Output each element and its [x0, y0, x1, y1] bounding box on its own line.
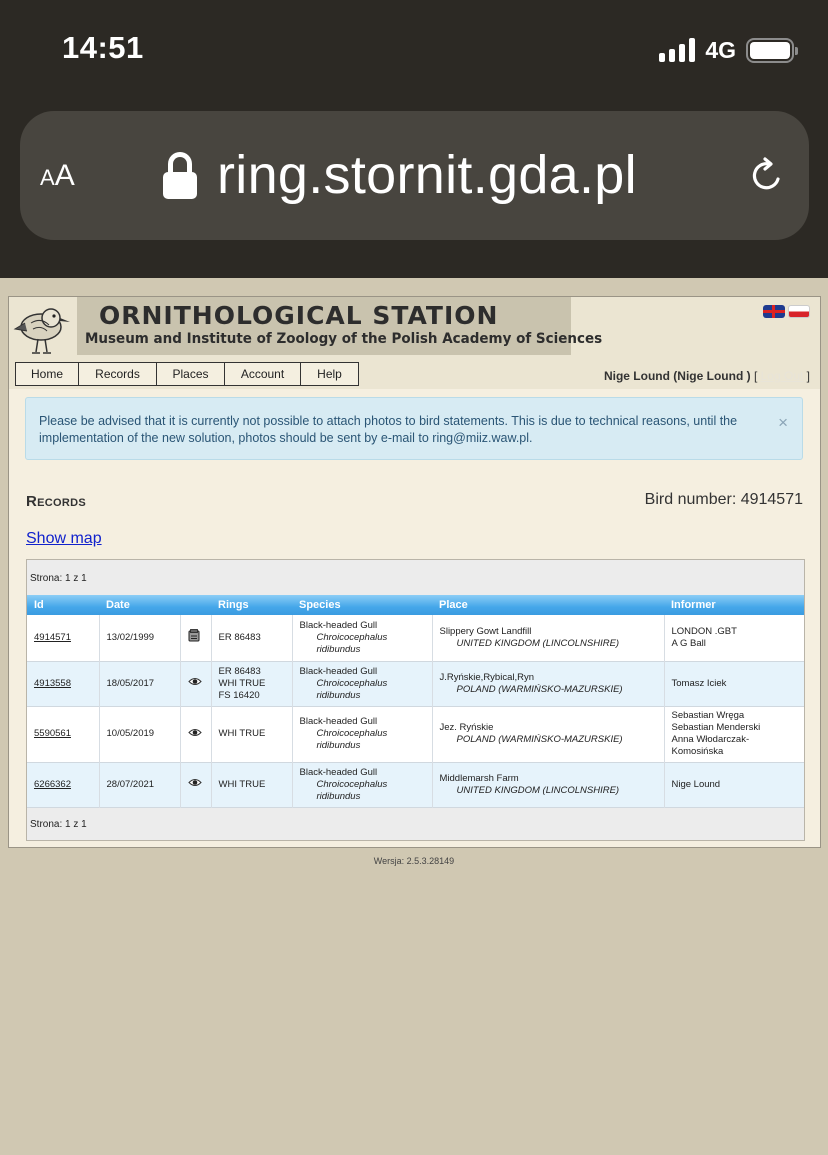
alert-text: Please be advised that it is currently not possible to attach photos to bird statements. This is due to technical reasons, until the implementation of the new solution, photos should be sent by e-mail to ring@miiz.waw.pl.: [39, 414, 738, 445]
uk-flag-icon[interactable]: [763, 305, 785, 318]
column-header-icon: [180, 595, 211, 615]
informer-line: Nige Lound: [671, 778, 721, 790]
record-rings: [211, 762, 292, 807]
record-rings: [211, 661, 292, 706]
user-line: Nige Lound (Nige Lound ) [ Log Out ]: [603, 369, 810, 383]
record-species: [292, 706, 432, 762]
species-name: Black-headed Gull: [299, 716, 378, 727]
logout-link[interactable]: Log Out: [760, 369, 804, 383]
reader-options-button[interactable]: AA: [40, 159, 75, 192]
pager-bottom: Strona: 1 z 1: [30, 819, 87, 830]
close-icon[interactable]: ×: [778, 413, 788, 432]
record-informer: [664, 615, 804, 661]
record-place: [432, 706, 664, 762]
status-time: 14:51: [62, 30, 144, 65]
rings-line: ER 86483: [218, 665, 261, 677]
nav-home[interactable]: Home: [15, 362, 79, 386]
record-id-link[interactable]: 4913558: [34, 677, 71, 689]
latin-line: ridibundus: [316, 740, 361, 751]
latin-line: Chroicocephalus: [316, 677, 388, 689]
informer-line: Anna Włodarczak-: [671, 734, 750, 745]
informer-line: Sebastian Menderski: [671, 722, 761, 733]
place-name: J.Ryńskie,Rybical,Ryn: [439, 671, 534, 683]
ios-top-area: [0, 0, 828, 278]
nav-records[interactable]: Records: [78, 362, 157, 386]
signal-icon: [659, 38, 695, 62]
record-id-link[interactable]: 6266362: [34, 778, 71, 790]
record-rings: [211, 615, 292, 661]
reload-icon[interactable]: [748, 157, 786, 195]
record-place: [432, 615, 664, 661]
nav-account[interactable]: Account: [224, 362, 301, 386]
column-header-id[interactable]: Id: [27, 595, 99, 615]
latin-line: Chroicocephalus: [316, 631, 388, 643]
rings-line: FS 16420: [218, 689, 260, 701]
user-name: Nige Lound (Nige Lound ): [603, 369, 751, 383]
nav-places[interactable]: Places: [156, 362, 225, 386]
record-place: [432, 762, 664, 807]
column-header-species[interactable]: Species: [292, 595, 432, 615]
bird-number: Bird number: 4914571: [644, 491, 803, 508]
record-date: 13/02/1999: [99, 615, 180, 661]
status-indicators: [659, 36, 794, 64]
place-country: UNITED KINGDOM (LINCOLNSHIRE): [456, 637, 620, 649]
network-type: 4G: [705, 36, 736, 63]
place-country: POLAND (WARMIŃSKO-MAZURSKIE): [456, 734, 623, 745]
record-species: [292, 661, 432, 706]
latin-line: ridibundus: [316, 790, 361, 802]
species-name: Black-headed Gull: [299, 665, 378, 677]
informer-line: Sebastian Wręga: [671, 710, 745, 721]
eye-icon[interactable]: [188, 678, 202, 689]
rings-line: ER 86483: [218, 631, 261, 643]
url-text[interactable]: ring.stornit.gda.pl: [217, 145, 637, 205]
show-map-link[interactable]: Show map: [26, 530, 102, 547]
column-header-date[interactable]: Date: [99, 595, 180, 615]
latin-line: Chroicocephalus: [316, 728, 388, 739]
bird-logo-icon: [11, 301, 71, 355]
main-nav: [15, 362, 358, 386]
latin-line: ridibundus: [316, 643, 361, 655]
page-title: Records: [26, 493, 86, 510]
species-name: Black-headed Gull: [299, 619, 378, 631]
record-id-link[interactable]: 4914571: [34, 631, 71, 643]
site-frame: [8, 296, 821, 848]
pl-flag-icon[interactable]: [788, 305, 810, 318]
record-informer: [664, 706, 804, 762]
informer-line: A G Ball: [671, 637, 706, 649]
eye-icon[interactable]: [188, 729, 202, 740]
version-text: Wersja: 2.5.3.28149: [373, 856, 455, 866]
place-name: Middlemarsh Farm: [439, 772, 519, 784]
rings-line: WHI TRUE: [218, 778, 266, 790]
rings-line: WHI TRUE: [218, 677, 266, 689]
place-name: Jez. Ryńskie: [439, 722, 494, 733]
informer-line: LONDON .GBT: [671, 625, 737, 637]
place-country: UNITED KINGDOM (LINCOLNSHIRE): [456, 784, 620, 796]
place-name: Slippery Gowt Landfill: [439, 625, 532, 637]
informer-line: Tomasz Iciek: [671, 677, 727, 689]
rings-line: WHI TRUE: [218, 728, 266, 739]
language-switch: [763, 305, 810, 318]
banner-title: ORNITHOLOGICAL STATION: [99, 301, 499, 330]
main-content: [9, 389, 820, 847]
table-row[interactable]: [27, 661, 804, 706]
nav-help[interactable]: Help: [300, 362, 359, 386]
column-header-informer[interactable]: Informer: [664, 595, 804, 615]
record-species: [292, 762, 432, 807]
column-header-place[interactable]: Place: [432, 595, 664, 615]
place-country: POLAND (WARMIŃSKO-MAZURSKIE): [456, 683, 623, 695]
eye-icon[interactable]: [188, 779, 202, 790]
table-row[interactable]: [27, 762, 804, 807]
site-header: [9, 297, 820, 357]
lock-icon: [163, 152, 197, 199]
info-alert: [25, 397, 803, 460]
record-informer: [664, 762, 804, 807]
record-date: 10/05/2019: [99, 706, 180, 762]
column-header-rings[interactable]: Rings: [211, 595, 292, 615]
pager-top: Strona: 1 z 1: [30, 573, 87, 584]
battery-icon: [746, 38, 794, 63]
record-informer: [664, 661, 804, 706]
table-row[interactable]: [27, 615, 804, 661]
record-place: [432, 661, 664, 706]
record-date: 18/05/2017: [99, 661, 180, 706]
latin-line: Chroicocephalus: [316, 778, 388, 790]
records-table: [27, 595, 804, 808]
address-bar[interactable]: [20, 111, 809, 240]
record-rings: [211, 706, 292, 762]
latin-line: ridibundus: [316, 689, 361, 701]
species-name: Black-headed Gull: [299, 766, 378, 778]
record-date: 28/07/2021: [99, 762, 180, 807]
informer-line: Komosińska: [671, 746, 724, 757]
record-id-link[interactable]: 5590561: [34, 728, 71, 739]
banner-subtitle: Museum and Institute of Zoology of the Polish Academy of Sciences: [85, 331, 603, 347]
site-banner: [77, 297, 603, 355]
records-table-box: [26, 559, 805, 841]
document-icon[interactable]: [188, 634, 200, 645]
table-row[interactable]: [27, 706, 804, 762]
record-species: [292, 615, 432, 661]
